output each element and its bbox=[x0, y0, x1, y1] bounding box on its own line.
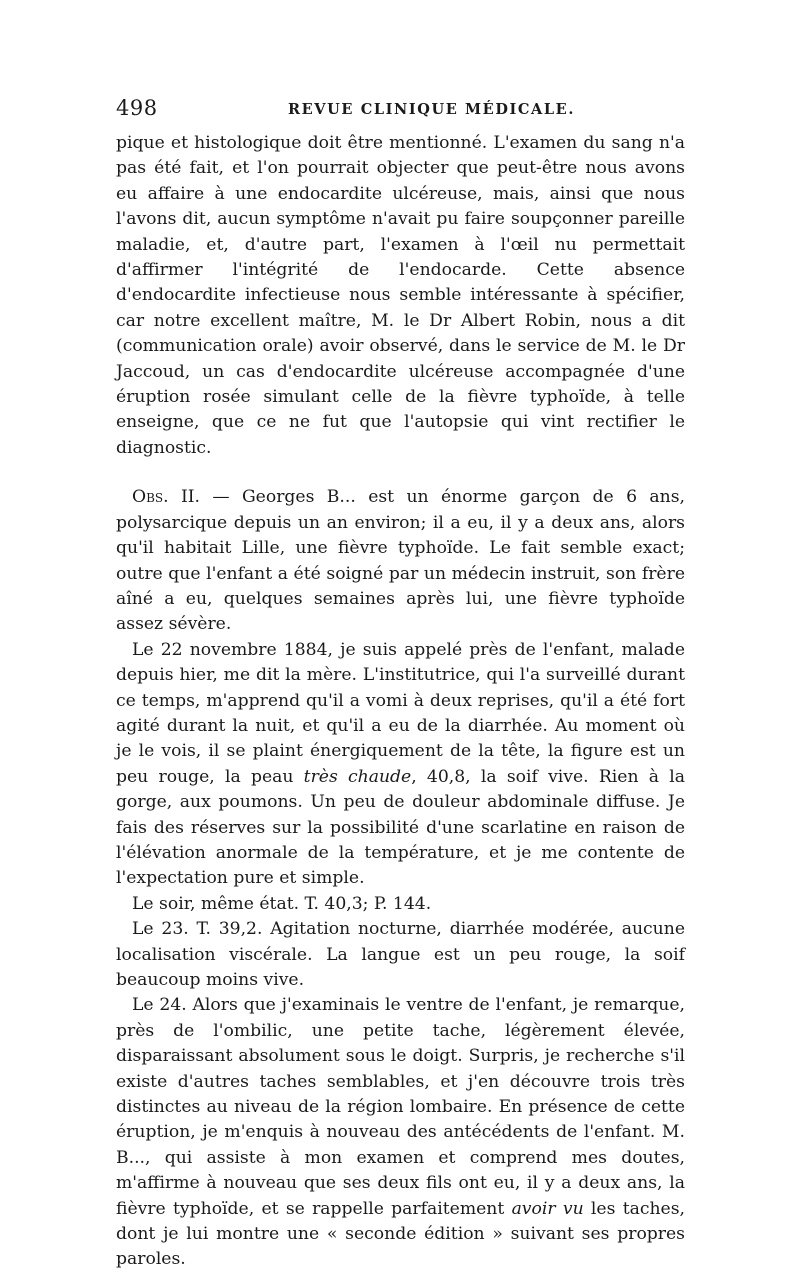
nov-22-text-end: , 40,8, la soif vive. Rien à la gorge, aux poumons. Un peu de douleur abdominale diffuse. Je fais des réserves sur la possibilité d'une scarlatine en raison de l'élévation anormale de la température, et je me contente de l'expectation pure et simple. bbox=[116, 766, 685, 889]
page-header bbox=[116, 96, 696, 126]
paragraph-evening: Le soir, même état. T. 40,3; P. 144. bbox=[132, 893, 432, 914]
paragraph-day-24 bbox=[116, 993, 685, 1272]
running-head: REVUE CLINIQUE MÉDICALE. bbox=[288, 101, 575, 118]
paragraph-endocarditis: pique et histologique doit être mentionné. L'examen du sang n'a pas été fait, et l'on pourrait objecter que peut-être nous avons eu affaire à une endocardite ulcéreuse, mais, ainsi que nous l'avons dit, aucun symptôme n'avait pu faire soupçonner pareille maladie, et, d'autre part, l'examen à l'œil nu permettait d'affirmer l'intégrité de l'endocarde. Cette absence d'endocardite infectieuse nous semble intéressante à spécifier, car notre excellent maître, M. le Dr Albert Robin, nous a dit (communication orale) avoir observé, dans le service de M. le Dr Jaccoud, un cas d'endocardite ulcéreuse accompagnée d'une éruption rosée simulant celle de la fièvre typhoïde, à telle enseigne, que ce ne fut que l'autopsie qui vint rectifier le diagnostic. bbox=[116, 133, 685, 458]
page-number: 498 bbox=[116, 96, 158, 120]
section-gap bbox=[116, 461, 685, 485]
nov-22-emphasis: très chaude bbox=[303, 766, 412, 787]
paragraph-day-23: Le 23. T. 39,2. Agitation nocturne, diarrhée modérée, aucune localisation viscérale. La langue est un peu rouge, la soif beaucoup moins vive. bbox=[116, 919, 685, 990]
day-24-text-end: les taches, dont je lui montre une « seconde édition » suivant ses propres paroles. bbox=[116, 1198, 685, 1270]
body-text bbox=[116, 131, 685, 1273]
day-24-text-start: Le 24. Alors que j'examinais le ventre de l'enfant, je remarque, près de l'ombilic, une petite tache, légèrement élevée, disparaissant absolument sous le doigt. Surpris, je recherche s'il existe d'autres taches semblables, et j'en découvre trois très distinctes au niveau de la région lombaire. En présence de cette éruption, je m'enquis à nouveau des antécédents de l'enfant. M. B..., qui assiste à mon examen et comprend mes doutes, m'affirme à nouveau que ses deux fils ont eu, il y a deux ans, la fièvre typhoïde, et se rappelle parfaitement bbox=[116, 995, 685, 1219]
observation-label: Obs. II. bbox=[132, 487, 201, 508]
paragraph-nov-22 bbox=[116, 638, 685, 892]
paragraph-observation-2 bbox=[116, 485, 685, 637]
observation-2-text: — Georges B... est un énorme garçon de 6 ans, polysarcique depuis un an environ; il a eu, il y a deux ans, alors qu'il habitait Lille, une fièvre typhoïde. Le fait semble exact; outre que l'enfant a été soigné par un médecin instruit, son frère aîné a eu, quelques semaines après lui, une fièvre typhoïde assez sévère. bbox=[116, 487, 685, 635]
nov-22-text-start: Le 22 novembre 1884, je suis appelé près de l'enfant, malade depuis hier, me dit la mère. L'institutrice, qui l'a surveillé durant ce temps, m'apprend qu'il a vomi à deux reprises, qu'il a été fort agité durant la nuit, et qu'il a eu de la diarrhée. Au moment où je le vois, il se plaint énergiquement de la tête, la figure est un peu rouge, la peau bbox=[116, 639, 685, 787]
day-24-emphasis: avoir vu bbox=[511, 1198, 584, 1219]
